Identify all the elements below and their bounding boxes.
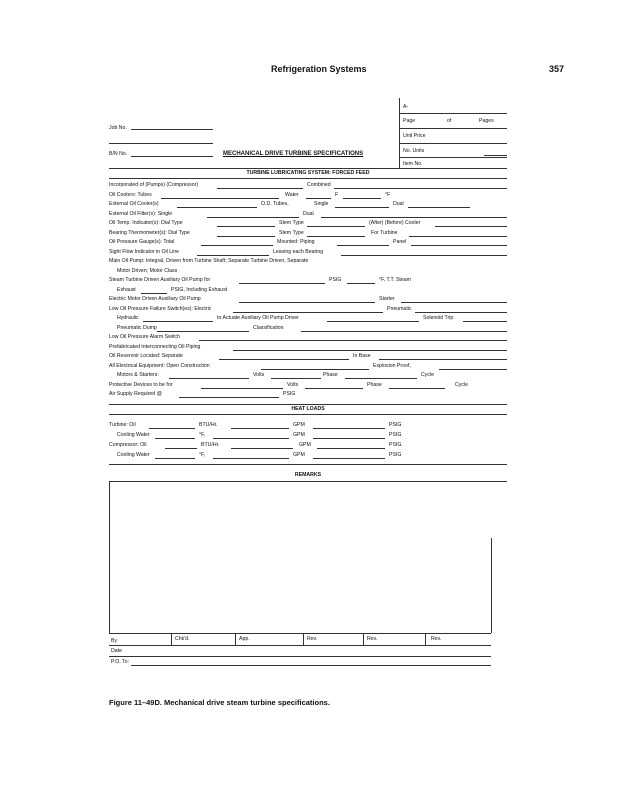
footer-top-rule: [109, 633, 491, 634]
lube-row-14-field-2[interactable]: [415, 312, 507, 313]
footer-date: Date: [111, 648, 122, 654]
main-title: MECHANICAL DRIVE TURBINE SPECIFICATIONS: [223, 151, 364, 157]
lube-row-7-field-3[interactable]: [411, 245, 507, 246]
heat-row-3: Compressor: Oil: [109, 442, 147, 448]
heat-row-1-b: BTU/Hr.: [199, 422, 218, 428]
lube-row-8-b: Leaving each Bearing: [273, 248, 324, 255]
lube-row-1-field[interactable]: [217, 188, 303, 189]
heat-row-2-field-2[interactable]: [213, 438, 289, 439]
lube-row-13: Electric Motor Driven Auxiliary Oil Pump: [109, 296, 201, 302]
footer-divider-3: [303, 633, 304, 645]
lube-row-2-field-2[interactable]: [306, 198, 331, 199]
heat-row-1-d: PSIG: [389, 422, 402, 428]
lube-row-6-b: Stem Type: [279, 229, 304, 236]
lube-row-11-field[interactable]: [239, 283, 325, 284]
heat-row-4-field[interactable]: [155, 458, 195, 459]
info-page-line: [399, 128, 507, 129]
lube-row-14: Low Oil Pressure Failure Switch(es): Electric: [109, 305, 212, 312]
lube-row-11-b: PSIG: [329, 277, 342, 283]
lube-row-7-field[interactable]: [201, 245, 273, 246]
info-no-units-line: [399, 157, 507, 158]
remarks-left-border: [109, 481, 110, 633]
lube-row-17: Low Oil Pressure Alarm Switch: [109, 334, 180, 340]
heat-row-1-field-2[interactable]: [231, 428, 289, 429]
heat-row-4-field-3[interactable]: [313, 458, 385, 459]
footer-divider-2: [235, 633, 236, 645]
lube-row-23: Air Supply Required @: [109, 391, 162, 397]
lube-row-11-c: °F, T.T. Steam: [379, 277, 411, 283]
lube-row-22-b: Volts: [287, 381, 299, 388]
info-unit-price-label: Unit Price: [403, 133, 426, 139]
lube-row-3-field-2[interactable]: [335, 207, 389, 208]
lube-row-19-b: In Base: [353, 353, 371, 359]
lube-row-4: External Oil Filter(s): Single: [109, 210, 173, 217]
lube-row-21-d: Cycle: [421, 372, 434, 378]
lube-row-11-field-2[interactable]: [347, 283, 375, 284]
lube-row-7: Oil Pressure Gauge(s): Total: [109, 239, 175, 245]
lube-row-15-field-3[interactable]: [463, 321, 507, 322]
lube-row-13-field[interactable]: [239, 302, 375, 303]
lube-row-13-field-2[interactable]: [401, 302, 507, 303]
lube-row-8: Sight Flow Indicator in Oil Line: [109, 248, 180, 255]
lube-row-22: Protective Devices to be for: [109, 381, 173, 388]
lube-row-9: Main Oil Pump: Integral, Driven from Turbine Shaft; Separate Turbine Driven, Separate: [109, 258, 309, 264]
lube-row-22-c: Phase: [367, 381, 382, 388]
heat-row-4-b: °F,: [199, 452, 206, 458]
lube-row-15: Hydraulic: [117, 315, 139, 321]
info-item-no-label: Item No.: [403, 161, 423, 167]
lube-row-4-b: Dual: [303, 210, 314, 217]
lube-row-5-field-3[interactable]: [435, 226, 507, 227]
lube-row-8-field-2[interactable]: [341, 255, 507, 256]
lube-row-21-b: Volts: [253, 372, 265, 378]
lube-row-20-b: Explosion Proof,: [373, 362, 411, 369]
lube-row-2-d: °F: [385, 191, 391, 198]
info-page-label: Page: [403, 118, 416, 124]
lube-row-21: Motors & Starters:: [117, 372, 159, 378]
footer-po-to: P.O. To:: [111, 659, 129, 665]
lube-row-6-field-3[interactable]: [409, 236, 507, 237]
lube-row-12: Exhaust: [117, 286, 136, 293]
info-a-line: [399, 113, 507, 114]
lube-row-21-field-2[interactable]: [271, 378, 321, 379]
heat-row-4-field-2[interactable]: [213, 458, 289, 459]
lube-row-2-c: F: [335, 191, 339, 198]
job-no-field[interactable]: [131, 129, 213, 130]
lube-row-19: Oil Reservoir Located: Separate: [109, 353, 183, 359]
lube-row-23-b: PSIG: [283, 391, 296, 397]
lube-row-13-b: Starter: [379, 296, 395, 302]
lube-row-3-field[interactable]: [177, 207, 257, 208]
lube-row-3-d: Dual: [393, 201, 404, 207]
lube-row-20: All Electrical Equipment: Open Construction: [109, 362, 210, 369]
lube-row-16-field[interactable]: [157, 331, 249, 332]
lube-row-5: Oil Temp. Indicator(s): Dial Type: [109, 220, 183, 226]
lube-row-6-c: For Turbine: [371, 229, 398, 236]
lube-row-7-b: Mounted: Piping: [277, 239, 315, 245]
heat-section-bottom-rule: [109, 414, 507, 415]
heat-row-3-field-2[interactable]: [231, 448, 293, 449]
heat-row-1: Turbine: Oil: [109, 422, 136, 428]
lube-row-6: Bearing Thermometer(s): Dial Type: [109, 229, 190, 236]
footer-divider-5: [425, 633, 426, 645]
lube-section-bottom-rule: [109, 178, 507, 179]
bn-no-label: B/N No.: [109, 151, 128, 157]
lube-row-1-b: Combined: [307, 182, 331, 188]
lube-row-5-field[interactable]: [217, 226, 275, 227]
heat-row-4: Cooling Water: [117, 452, 150, 458]
lube-row-14-b: Pneumatic: [387, 305, 412, 312]
lube-row-22-field-2[interactable]: [305, 388, 363, 389]
info-no-units-label: No. Units: [403, 148, 425, 154]
heat-row-3-field[interactable]: [165, 448, 197, 449]
lube-row-6-field-2[interactable]: [307, 236, 365, 237]
lube-row-18-field[interactable]: [233, 350, 507, 351]
lube-row-21-field-2b[interactable]: [345, 378, 417, 379]
lube-row-2-field-3[interactable]: [343, 198, 381, 199]
heat-row-2-b: °F,: [199, 432, 206, 438]
lube-row-14-field[interactable]: [233, 312, 383, 313]
lube-row-15-field-2[interactable]: [327, 321, 419, 322]
heat-row-2-c: GPM: [293, 432, 305, 438]
lube-row-7-field-2[interactable]: [337, 245, 389, 246]
info-no-units-field[interactable]: [484, 155, 507, 156]
lube-row-8-field[interactable]: [197, 255, 269, 256]
lube-row-19-field[interactable]: [219, 359, 349, 360]
footer-po-field[interactable]: [131, 665, 491, 666]
heat-section-top-rule: [109, 404, 507, 405]
footer-rev-2: Rev.: [367, 636, 378, 642]
heat-row-3-field-3[interactable]: [317, 448, 385, 449]
remarks-area[interactable]: [111, 484, 489, 630]
lube-row-22-field[interactable]: [201, 388, 283, 389]
footer-mid-rule: [109, 645, 491, 646]
lube-row-5-c: (After) (Before) Cooler: [369, 220, 421, 226]
info-unit-price-line: [399, 143, 507, 144]
lube-row-19-field-2[interactable]: [379, 359, 507, 360]
footer-date-rule: [109, 656, 491, 657]
lube-row-10: Motor Driven; Motor Class: [117, 267, 178, 274]
lube-row-2-field[interactable]: [161, 198, 279, 199]
remarks-title: REMARKS: [294, 472, 322, 478]
lube-row-23-field[interactable]: [179, 397, 279, 398]
heat-row-4-c: GPM: [293, 452, 305, 458]
footer-app: App.: [239, 636, 250, 642]
bn-no-field[interactable]: [131, 156, 213, 157]
remarks-right-border: [491, 538, 492, 633]
lube-row-22-field-3[interactable]: [389, 388, 445, 389]
heat-row-4-d: PSIG: [389, 452, 402, 458]
spec-form: [109, 98, 507, 668]
lube-row-7-c: Panel: [393, 239, 407, 245]
lube-row-1-field-2[interactable]: [334, 188, 507, 189]
footer-chkd: Chk'd.: [175, 636, 190, 642]
lube-row-15-c: Solenoid Trip: [423, 315, 454, 321]
lube-row-5-b: Stem Type: [279, 220, 304, 226]
lube-row-3-c: Single: [314, 201, 329, 207]
lube-row-16: Pneumatic Dump: [117, 324, 157, 331]
heat-row-3-d: PSIG: [389, 442, 402, 448]
heat-row-1-field-3[interactable]: [313, 428, 385, 429]
lube-row-3-field-3[interactable]: [408, 207, 470, 208]
lube-row-15-field[interactable]: [143, 321, 213, 322]
heat-row-2-field[interactable]: [155, 438, 195, 439]
running-header-title: Refrigeration Systems: [271, 64, 367, 74]
heat-row-2-field-3[interactable]: [313, 438, 385, 439]
lube-row-16-field-2[interactable]: [301, 331, 507, 332]
figure-caption: Figure 11–49D. Mechanical drive steam turbine specifications.: [109, 698, 330, 707]
lube-section-top-rule: [109, 168, 507, 169]
lube-row-16-b: Classification: [253, 324, 284, 331]
lube-row-5-field-2[interactable]: [307, 226, 365, 227]
lube-row-20-field[interactable]: [261, 369, 369, 370]
lube-row-4-field[interactable]: [207, 217, 299, 218]
lube-row-20-field-2[interactable]: [439, 369, 507, 370]
footer-divider-1: [171, 633, 172, 645]
lube-section-title: TURBINE LUBRICATING SYSTEM: FORCED FEED: [246, 170, 370, 176]
footer-rev-3: Rev.: [431, 636, 442, 642]
footer-rev-1: Rev.: [307, 636, 318, 642]
lube-row-15-b: to Actuate Auxiliary Oil Pump Driver: [217, 315, 299, 321]
info-pages-label: Pages: [479, 118, 494, 124]
lube-row-12-b: PSIG, Including Exhaust: [171, 286, 228, 293]
job-no-field-2[interactable]: [109, 143, 213, 144]
remarks-top-rule: [109, 464, 507, 465]
footer-by: By: [111, 638, 118, 644]
lube-row-21-c: Phase: [323, 372, 338, 378]
heat-row-2: Cooling Water: [117, 432, 150, 438]
lube-row-11: Steam Turbine Driven Auxiliary Oil Pump for: [109, 277, 211, 283]
heat-row-3-c: GPM: [299, 442, 311, 448]
lube-row-3-b: O.D. Tubes,: [261, 201, 289, 207]
page-number: 357: [549, 64, 565, 74]
lube-row-2: Oil Coolers: Tubes: [109, 191, 152, 198]
remarks-bottom-rule: [109, 481, 507, 482]
lube-row-17-field[interactable]: [199, 340, 507, 341]
lube-row-3: External Oil Cooler(s): [109, 201, 159, 207]
lube-row-4-field-2[interactable]: [321, 217, 507, 218]
job-no-label: Job No.: [109, 125, 127, 131]
lube-row-6-field[interactable]: [217, 236, 275, 237]
lube-row-22-d: Cycle: [455, 381, 468, 388]
heat-row-1-c: GPM: [293, 422, 305, 428]
heat-row-1-field[interactable]: [149, 428, 195, 429]
lube-row-2-b: Water: [285, 191, 299, 198]
info-of-label: of: [447, 118, 452, 124]
heat-row-3-b: BTU/Hr.: [201, 442, 220, 448]
lube-row-1: Incorporated of (Pumps) (Compressor): [109, 182, 199, 188]
footer-divider-4: [363, 633, 364, 645]
lube-row-18: Prefabricated Interconnecting Oil Piping: [109, 343, 201, 350]
heat-row-2-d: PSIG: [389, 432, 402, 438]
heat-section-title: HEAT LOADS: [291, 406, 325, 412]
info-a-label: A-: [403, 104, 409, 110]
lube-row-12-field[interactable]: [141, 293, 167, 294]
lube-row-21-field[interactable]: [169, 378, 249, 379]
